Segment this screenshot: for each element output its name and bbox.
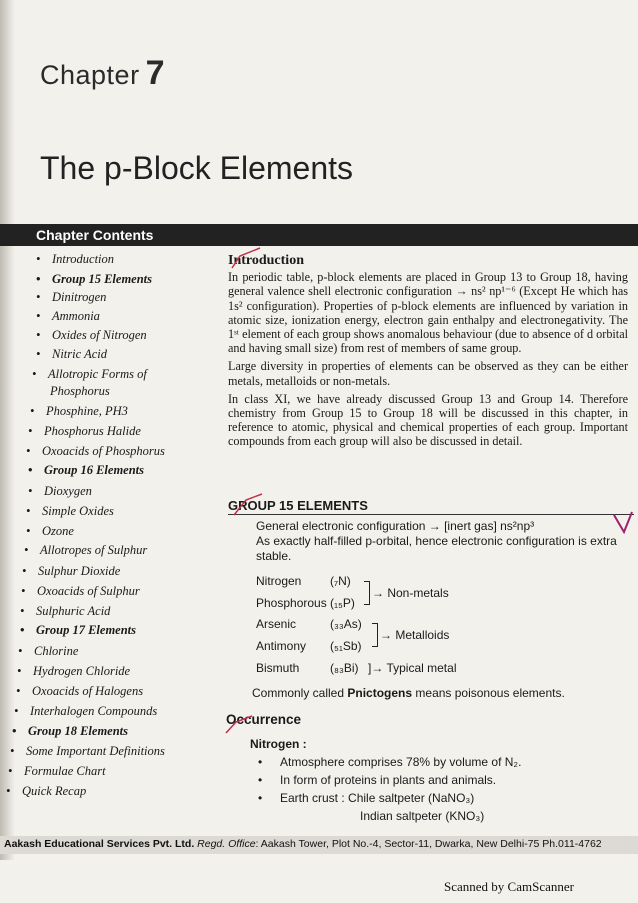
metalloids-label: → Metalloids (380, 628, 450, 642)
footer: Aakash Educational Services Pvt. Ltd. Regd. Office: Aakash Tower, Plot No.-4, Sector-11, Dwarka, New Delhi-75 Ph.011-4762 (4, 838, 602, 850)
page-title: The p-Block Elements (40, 150, 354, 186)
intro-paragraph-1: In periodic table, p-block elements are placed in Group 13 to Group 18, having general valence shell electronic configuration → ns² np¹⁻⁶ (Except He which has 1s² configuration). Properties of p-block elements are influenced by variation in atomic size, ionization energy, electron gain enthalpy and electronegativity. The 1ˢᵗ element of each group shows anomalous behaviour (due to absence of d orbital and having small size) from rest of members of same group. (228, 270, 628, 356)
contents-item: • Ozone (42, 524, 74, 539)
element-symbol: (₃₃As) (330, 617, 362, 631)
contents-item: • Group 16 Elements (44, 463, 144, 478)
scanner-watermark: Scanned by CamScanner (444, 879, 574, 894)
contents-item: • Hydrogen Chloride (33, 664, 130, 679)
typical-metal-label: ]→ Typical metal (368, 661, 457, 675)
contents-item: • Some Important Definitions (26, 744, 165, 759)
contents-item: • Oxoacids of Sulphur (37, 584, 140, 599)
contents-item: • Group 17 Elements (36, 623, 136, 638)
contents-item: • Group 18 Elements (28, 724, 128, 739)
element-name: Antimony (256, 639, 307, 653)
contents-item: • Chlorine (34, 644, 78, 659)
contents-heading: Chapter Contents (36, 227, 154, 243)
element-symbol: (₅₁Sb) (330, 639, 362, 653)
list-item: • In form of proteins in plants and animals. (258, 773, 497, 787)
contents-item: • Allotropes of Sulphur (40, 543, 147, 558)
contents-item: • Simple Oxides (42, 504, 114, 519)
contents-item: • Oxoacids of Halogens (32, 684, 143, 699)
contents-item: • Oxoacids of Phosphorus (42, 444, 165, 459)
intro-paragraph-2: Large diversity in properties of elements can be observed as they can be either metals, metalloids or non-metals. (228, 359, 628, 388)
element-name: Arsenic (256, 617, 297, 631)
intro-paragraph-3: In class XI, we have already discussed Group 13 and Group 14. Therefore chemistry from Group 15 to Group 18 will be discussed in this chapter, in reference to atomic, physical and chemical properties of each group. Important compounds from each group will also be discussed in detail. (228, 391, 628, 449)
contents-item: • Allotropic Forms of (48, 367, 147, 382)
element-name: Phosphorous (256, 596, 327, 610)
contents-item: • Phosphorus Halide (44, 424, 141, 439)
nonmetals-label: → Non-metals (372, 586, 449, 600)
list-item: • Atmosphere comprises 78% by volume of N₂. (258, 755, 522, 769)
element-name: Bismuth (256, 661, 300, 675)
list-item: • Earth crust : Chile saltpeter (NaNO₃) (258, 791, 475, 805)
chapter-number: 7 (145, 54, 165, 92)
contents-item: • Group 15 Elements (52, 272, 152, 287)
group15-heading: GROUP 15 ELEMENTS (228, 498, 368, 513)
chapter-label: Chapter (40, 60, 140, 90)
contents-item: • Quick Recap (22, 784, 86, 799)
element-symbol: (₇N) (330, 574, 351, 588)
occurrence-heading: Occurrence (226, 712, 302, 727)
pnictogens-line: Commonly called Pnictogens means poisonous elements. (252, 686, 565, 700)
contents-item: • Ammonia (52, 309, 100, 324)
contents-item: • Oxides of Nitrogen (52, 328, 147, 343)
element-name: Nitrogen (256, 574, 302, 588)
contents-item: • Interhalogen Compounds (30, 704, 157, 719)
half-filled-line: As exactly half-filled p-orbital, hence electronic configuration is extra stable. (256, 534, 617, 563)
contents-item: • Introduction (52, 252, 114, 267)
contents-item: Phosphorus (50, 384, 110, 398)
element-symbol: (₁₅P) (330, 596, 355, 610)
contents-item: • Formulae Chart (24, 764, 106, 779)
contents-item: • Dioxygen (44, 484, 92, 499)
config-line: General electronic configuration → [inert gas] ns²np³ (256, 519, 535, 533)
nitrogen-label: Nitrogen : (250, 737, 307, 751)
contents-item: • Phosphine, PH3 (46, 404, 128, 419)
contents-item: • Sulphur Dioxide (38, 564, 120, 579)
contents-item: • Nitric Acid (52, 347, 107, 362)
indian-saltpeter-line: Indian saltpeter (KNO₃) (360, 809, 485, 823)
contents-item: • Sulphuric Acid (36, 604, 110, 619)
introduction-heading: Introduction (228, 253, 304, 268)
contents-item: • Dinitrogen (52, 290, 106, 305)
element-symbol: (₈₃Bi) (330, 661, 359, 675)
